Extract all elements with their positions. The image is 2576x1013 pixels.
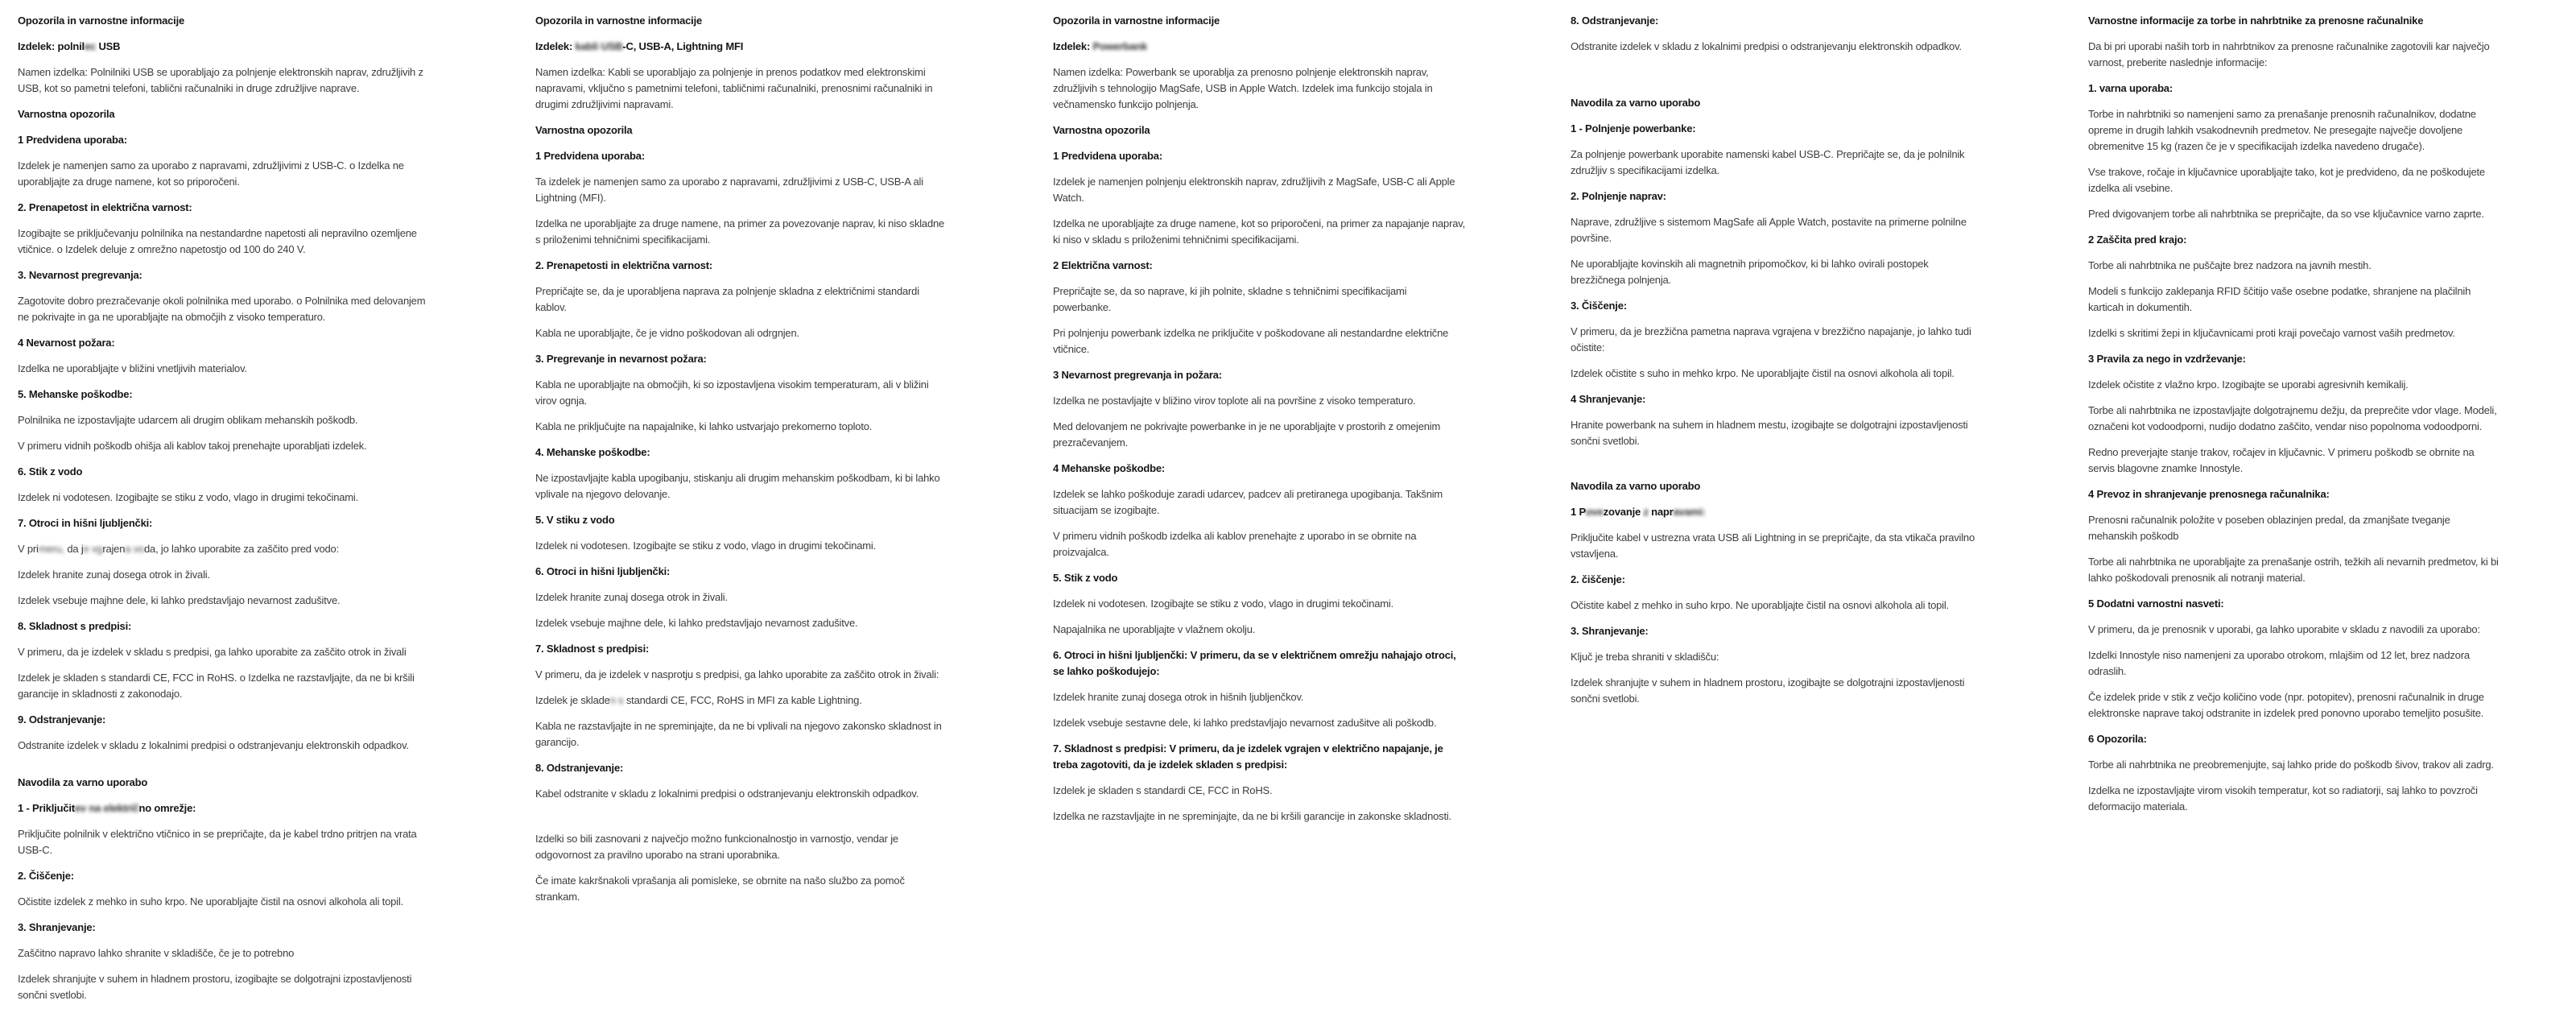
section-heading: 6. Stik z vodo xyxy=(18,465,83,478)
section-heading: Varnostna opozorila xyxy=(18,108,115,120)
section-heading: 4 Mehanske poškodbe: xyxy=(1053,462,1166,474)
paragraph: Med delovanjem ne pokrivajte powerbanke in je ne uporabljajte v prostorih z omejenim prezračevanjem. xyxy=(1053,420,1441,449)
paragraph: Izdelka ne razstavljajte in ne spreminjajte, da ne bi kršili garancije in zakonske skladnosti. xyxy=(1053,810,1451,822)
section-heading: Opozorila in varnostne informacije xyxy=(1053,14,1220,27)
spacer xyxy=(18,763,430,775)
paragraph: Izdelek hranite zunaj dosega otrok in hišnih ljubljenčkov. xyxy=(1053,691,1304,703)
section-heading: 1 Predvidena uporaba: xyxy=(18,134,127,146)
paragraph: Izdelka ne uporabljajte v bližini vnetljivih materialov. xyxy=(18,362,247,374)
text-segment: standardi CE, FCC, RoHS in MFI za kable Lightning. xyxy=(625,694,862,706)
paragraph: Izdelek hranite zunaj dosega otrok in živali. xyxy=(535,591,728,603)
paragraph: Če imate kakršnakoli vprašanja ali pomisleke, se obrnite na našo službo za pomoč strankam. xyxy=(535,874,905,903)
text-segment: USB xyxy=(96,40,121,52)
section-heading: 2. Prenapetosti in električna varnost: xyxy=(535,259,712,271)
paragraph: Zagotovite dobro prezračevanje okoli polnilnika med uporabo. o Polnilnika med delovanjem ne pokrivajte in ga ne uporabljajte na območjih z visoko temperaturo. xyxy=(18,295,426,323)
paragraph xyxy=(535,693,947,709)
section-heading: Varnostna opozorila xyxy=(535,124,633,136)
text-segment: 1 - Priključit xyxy=(18,802,75,814)
section-heading: 3. Shranjevanje: xyxy=(18,921,96,933)
section-heading: 2 Električna varnost: xyxy=(1053,259,1153,271)
paragraph: V primeru vidnih poškodb ohišja ali kablov takoj prenehajte uporabljati izdelek. xyxy=(18,440,367,452)
paragraph: Izdelka ne postavljajte v bližino virov toplote ali na površine z visoko temperaturo. xyxy=(1053,395,1416,407)
text-segment: Izdelek je sklade xyxy=(535,694,610,706)
section-heading: 6 Opozorila: xyxy=(2088,733,2147,745)
text-segment: napr xyxy=(1651,506,1674,518)
section-heading: Varnostna opozorila xyxy=(1053,124,1150,136)
text-segment: Izdelek: xyxy=(535,40,576,52)
paragraph: Torbe ali nahrbtnika ne uporabljajte za prenašanje ostrih, težkih ali nevarnih predmetov, ki bi lahko poškodovali prenosnik ali notranji material. xyxy=(2088,556,2499,584)
paragraph: Izdelek je namenjen samo za uporabo z napravami, združljivimi z USB-C. o Izdelka ne uporabljajte za druge namene, kot so priporočeni. xyxy=(18,159,404,188)
section-heading: 3 Pravila za nego in vzdrževanje: xyxy=(2088,353,2246,365)
paragraph: V primeru, da je izdelek v skladu s predpisi, ga lahko uporabite za zaščito otrok in živali xyxy=(18,646,407,658)
section-heading xyxy=(1053,39,1465,55)
blurred-text: ec xyxy=(84,40,97,52)
paragraph: Kabla ne priključujte na napajalnike, ki lahko ustvarjajo prekomerno toploto. xyxy=(535,420,873,432)
text-segment: rajen xyxy=(102,543,126,555)
paragraph: Priključite polnilnik v električno vtičnico in se prepričajte, da je kabel trdno pritrjen na vrata USB-C. xyxy=(18,828,417,856)
paragraph: Torbe ali nahrbtnika ne izpostavljajte dolgotrajnemu dežju, da preprečite vdor vlage. Modeli, označeni kot vodoodporni, nudijo dodatno zaščito, vendar niso popolnoma vodoodporni. xyxy=(2088,404,2497,432)
paragraph: Očistite kabel z mehko in suho krpo. Ne uporabljajte čistil na osnovi alkohola ali topil. xyxy=(1571,599,1949,611)
blurred-text: n s xyxy=(609,694,626,706)
section-heading: Navodila za varno uporabo xyxy=(1571,97,1701,109)
section-heading xyxy=(535,39,947,55)
paragraph: Izdelek ni vodotesen. Izogibajte se stiku z vodo, vlago in drugimi tekočinami. xyxy=(18,491,359,503)
text-segment: da, jo lahko uporabite za zaščito pred vodo: xyxy=(144,543,340,555)
paragraph: Izdelek se lahko poškoduje zaradi udarcev, padcev ali pretiranega upogibanja. Takšnim situacijam se izogibajte. xyxy=(1053,488,1443,516)
blurred-text: a vo xyxy=(125,543,145,555)
section-heading: Navodila za varno uporabo xyxy=(18,776,148,788)
paragraph: Ta izdelek je namenjen samo za uporabo z napravami, združljivimi z USB-C, USB-A ali Lightning (MFI). xyxy=(535,176,923,204)
paragraph: Izdelki so bili zasnovani z največjo možno funkcionalnostjo in varnostjo, vendar je odgovornost za pravilno uporabo na strani uporabnika. xyxy=(535,833,898,861)
column-usb-charger xyxy=(18,13,430,1013)
paragraph: Izdelek je skladen s standardi CE, FCC in RoHS. xyxy=(1053,784,1273,796)
section-heading: Varnostne informacije za torbe in nahrbtnike za prenosne računalnike xyxy=(2088,14,2424,27)
section-heading: 8. Odstranjevanje: xyxy=(1571,14,1659,27)
column-usage-instructions xyxy=(1571,13,1983,1013)
section-heading: 8. Skladnost s predpisi: xyxy=(18,620,132,632)
paragraph: Ključ je treba shraniti v skladišču: xyxy=(1571,651,1719,663)
paragraph: Izdelek vsebuje majhne dele, ki lahko predstavljajo nevarnost zadušitve. xyxy=(18,594,341,606)
section-heading xyxy=(18,800,430,817)
paragraph: Ne izpostavljajte kabla upogibanju, stiskanju ali drugim mehanskim poškodbam, ki bi lahko vplivale na njegovo delovanje. xyxy=(535,472,940,500)
paragraph: Za polnjenje powerbank uporabite namenski kabel USB-C. Prepričajte se, da je polnilnik združljiv s specifikacijami izdelka. xyxy=(1571,148,1965,176)
paragraph: Izdelka ne uporabljajte za druge namene, na primer za povezovanje naprav, ki niso skladne s priloženimi tehničnimi specifikacijami. xyxy=(535,217,945,246)
paragraph: Pred dvigovanjem torbe ali nahrbtnika se prepričajte, da so vse ključavnice varno zaprte. xyxy=(2088,208,2484,220)
paragraph: Izdelki Innostyle niso namenjeni za uporabo otrokom, mlajšim od 12 let, brez nadzora odraslih. xyxy=(2088,649,2470,677)
paragraph: Namen izdelka: Powerbank se uporablja za prenosno polnjenje elektronskih naprav, združljivih s tehnologijo MagSafe, USB in Apple Watch. Izdelek ima funkcijo stojala in večnamensko funkcijo polnjenja. xyxy=(1053,66,1433,110)
paragraph: Izdelek očistite z vlažno krpo. Izogibajte se uporabi agresivnih kemikalij. xyxy=(2088,378,2409,391)
paragraph: Izdelek hranite zunaj dosega otrok in živali. xyxy=(18,569,210,581)
column-powerbank xyxy=(1053,13,1465,1013)
section-heading: 1. varna uporaba: xyxy=(2088,82,2173,94)
section-heading: 2. Prenapetost in električna varnost: xyxy=(18,201,192,213)
spacer xyxy=(1571,459,1983,478)
paragraph: Kabla ne uporabljajte na območjih, ki so izpostavljena visokim temperaturam, ali v bližini virov ognja. xyxy=(535,378,929,407)
paragraph: Vse trakove, ročaje in ključavnice uporabljajte tako, kot je predvideno, da ne poškodujete izdelka ali vsebine. xyxy=(2088,166,2485,194)
paragraph: Kabel odstranite v skladu z lokalnimi predpisi o odstranjevanju elektronskih odpadkov. xyxy=(535,788,919,800)
paragraph: Odstranite izdelek v skladu z lokalnimi predpisi o odstranjevanju elektronskih odpadkov. xyxy=(18,739,409,751)
paragraph: Izdelek ni vodotesen. Izogibajte se stiku z vodo, vlago in drugimi tekočinami. xyxy=(1053,597,1394,610)
section-heading: 2. čiščenje: xyxy=(1571,573,1625,585)
section-heading: 6. Otroci in hišni ljubljenčki: xyxy=(535,565,671,577)
paragraph: Izdelek je skladen s standardi CE, FCC in RoHS. o Izdelka ne razstavljajte, da ne bi kršili garancije in skladnosti z zakonodajo. xyxy=(18,672,415,700)
section-heading: 6. Otroci in hišni ljubljenčki: V primeru, da se v električnem omrežju nahajajo otroci, se lahko poškodujejo: xyxy=(1053,649,1456,677)
section-heading: 2 Zaščita pred krajo: xyxy=(2088,234,2187,246)
paragraph: Izdelka ne izpostavljajte virom visokih temperatur, kot so radiatorji, saj lahko to povzroči deformacijo materiala. xyxy=(2088,784,2478,812)
paragraph: V primeru, da je brezžična pametna naprava vgrajena v brezžično napajanje, jo lahko tudi očistite: xyxy=(1571,325,1971,354)
text-segment: Izdelek: polnil xyxy=(18,40,85,52)
spacer xyxy=(1571,64,1983,95)
paragraph: Izdelka ne uporabljajte za druge namene, kot so priporočeni, na primer za napajanje naprav, ki niso v skladu s priloženimi tehničnimi specifikacijami. xyxy=(1053,217,1465,246)
section-heading xyxy=(1571,504,1983,520)
paragraph: Torbe in nahrbtniki so namenjeni samo za prenašanje prenosnih računalnikov, dodatne opreme in drugih lahkih vsakodnevnih predmetov. Ne presegajte največje dovoljene obremenitve 15 kg (razen če je v specifikacijah izdelka navedeno drugače). xyxy=(2088,108,2476,152)
column-laptop-bags xyxy=(2088,13,2500,1013)
paragraph: Odstranite izdelek v skladu z lokalnimi predpisi o odstranjevanju elektronskih odpadkov. xyxy=(1571,40,1962,52)
section-heading: 2. Čiščenje: xyxy=(18,870,74,882)
blurred-text: ev na električ xyxy=(74,802,139,814)
section-heading: Opozorila in varnostne informacije xyxy=(18,14,185,27)
paragraph: Hranite powerbank na suhem in hladnem mestu, izogibajte se dolgotrajni izpostavljenosti sončni svetlobi. xyxy=(1571,419,1968,447)
paragraph xyxy=(18,541,430,557)
section-heading: 3. Pregrevanje in nevarnost požara: xyxy=(535,353,707,365)
paragraph: V primeru, da je prenosnik v uporabi, ga lahko uporabite v skladu z navodili za uporabo: xyxy=(2088,623,2480,635)
section-heading: 5. Mehanske poškodbe: xyxy=(18,388,133,400)
section-heading: 2. Polnjenje naprav: xyxy=(1571,190,1666,202)
section-heading: Opozorila in varnostne informacije xyxy=(535,14,703,27)
paragraph: Naprave, združljive s sistemom MagSafe ali Apple Watch, postavite na primerne polnilne površine. xyxy=(1571,216,1967,244)
paragraph: Prenosni računalnik položite v poseben oblazinjen predal, da zmanjšate tveganje mehanskih poškodb xyxy=(2088,514,2450,542)
text-segment: Izdelek: xyxy=(1053,40,1093,52)
paragraph: Namen izdelka: Polnilniki USB se uporabljajo za polnjenje elektronskih naprav, združljivih z USB, kot so pametni telefoni, tablični računalniki in druge združljive naprave. xyxy=(18,66,423,94)
paragraph: Izdelek vsebuje sestavne dele, ki lahko predstavljajo nevarnost zadušitve ali poškodb. xyxy=(1053,717,1437,729)
paragraph: Redno preverjajte stanje trakov, ročajev in ključavnic. V primeru poškodb se obrnite na servis blagovne znamke Innostyle. xyxy=(2088,446,2475,474)
paragraph: Če izdelek pride v stik z večjo količino vode (npr. potopitev), prenosni računalnik in druge elektronske naprave takoj odstranite in izdelek pred ponovno uporabo temeljito posušite. xyxy=(2088,691,2484,719)
text-segment: da j xyxy=(64,543,84,555)
section-heading: 1 Predvidena uporaba: xyxy=(1053,150,1162,162)
paragraph: Izogibajte se priključevanju polnilnika na nestandardne napetosti ali nepravilno ozemljene vtičnice. o Izdelek deluje z omrežno napetostjo od 100 do 240 V. xyxy=(18,227,417,255)
section-heading: 8. Odstranjevanje: xyxy=(535,762,624,774)
paragraph: Prepričajte se, da so naprave, ki jih polnite, skladne s tehničnimi specifikacijami powerbanke. xyxy=(1053,285,1407,313)
blurred-text: kabli USB xyxy=(575,40,623,52)
section-heading: 7. Skladnost s predpisi: xyxy=(535,643,650,655)
section-heading: 4. Mehanske poškodbe: xyxy=(535,446,650,458)
paragraph: Zaščitno napravo lahko shranite v skladišče, če je to potrebno xyxy=(18,947,295,959)
blurred-text: e vg xyxy=(83,543,103,555)
section-heading: 3. Shranjevanje: xyxy=(1571,625,1649,637)
paragraph: Izdelki s skritimi žepi in ključavnicami proti kraji povečajo varnost vaših predmetov. xyxy=(2088,327,2455,339)
section-heading: 7. Otroci in hišni ljubljenčki: xyxy=(18,517,153,529)
paragraph: Izdelek vsebuje majhne dele, ki lahko predstavljajo nevarnost zadušitve. xyxy=(535,617,858,629)
section-heading: 4 Shranjevanje: xyxy=(1571,393,1646,405)
paragraph: Pri polnjenju powerbank izdelka ne priključite v poškodovane ali nestandardne električne vtičnice. xyxy=(1053,327,1449,355)
section-heading xyxy=(18,39,430,55)
paragraph: Torbe ali nahrbtnika ne puščajte brez nadzora na javnih mestih. xyxy=(2088,259,2372,271)
column-cables xyxy=(535,13,947,1013)
section-heading: 5. Stik z vodo xyxy=(1053,572,1118,584)
blurred-text: avami: xyxy=(1673,506,1706,518)
section-heading: 7. Skladnost s predpisi: V primeru, da je izdelek vgrajen v električno napajanje, je treba zagotoviti, da je izdelek skladen s predpisi: xyxy=(1053,742,1443,771)
section-heading: 9. Odstranjevanje: xyxy=(18,713,106,726)
text-segment: zovanje xyxy=(1603,506,1644,518)
section-heading: 4 Nevarnost požara: xyxy=(18,337,115,349)
blurred-text: ove xyxy=(1585,506,1604,518)
section-heading: 1 Predvidena uporaba: xyxy=(535,150,645,162)
section-heading: 3. Nevarnost pregrevanja: xyxy=(18,269,142,281)
paragraph: Namen izdelka: Kabli se uporabljajo za polnjenje in prenos podatkov med elektronskimi napravami, vključno s pametnimi telefoni, tabličnimi računalniki, prenosnimi računalniki in drugimi združljivimi napravami. xyxy=(535,66,933,110)
section-heading: 3. Čiščenje: xyxy=(1571,300,1627,312)
paragraph: Kabla ne razstavljajte in ne spreminjajte, da ne bi vplivali na njegovo zakonsko skladnost in garancijo. xyxy=(535,720,942,748)
paragraph: Priključite kabel v ustrezna vrata USB ali Lightning in se prepričajte, da sta vtikača pravilno vstavljena. xyxy=(1571,531,1975,560)
paragraph: Izdelek očistite s suho in mehko krpo. Ne uporabljajte čistil na osnovi alkohola ali topil. xyxy=(1571,367,1955,379)
paragraph: Prepričajte se, da je uporabljena naprava za polnjenje skladna z električnimi standardi kablov. xyxy=(535,285,919,313)
section-heading: 1 - Polnjenje powerbanke: xyxy=(1571,122,1696,134)
paragraph: Modeli s funkcijo zaklepanja RFID ščitijo vaše osebne podatke, shranjene na plačilnih karticah in dokumentih. xyxy=(2088,285,2471,313)
paragraph: Izdelek je namenjen polnjenju elektronskih naprav, združljivih z MagSafe, USB-C ali Apple Watch. xyxy=(1053,176,1455,204)
paragraph: Izdelek ni vodotesen. Izogibajte se stiku z vodo, vlago in drugimi tekočinami. xyxy=(535,540,877,552)
paragraph: Da bi pri uporabi naših torb in nahrbtnikov za prenosne računalnike zagotovili kar največjo varnost, preberite naslednje informacije: xyxy=(2088,40,2490,68)
paragraph: V primeru vidnih poškodb izdelka ali kablov prenehajte z uporabo in se obrnite na proizvajalca. xyxy=(1053,530,1417,558)
paragraph: Kabla ne uporabljajte, če je vidno poškodovan ali odrgnjen. xyxy=(535,327,799,339)
blurred-text: meru, xyxy=(38,543,64,555)
paragraph: Polnilnika ne izpostavljajte udarcem ali drugim oblikam mehanskih poškodb. xyxy=(18,414,358,426)
paragraph: Izdelek shranjujte v suhem in hladnem prostoru, izogibajte se dolgotrajni izpostavljenosti sončni svetlobi. xyxy=(1571,676,1965,705)
section-heading: 5. V stiku z vodo xyxy=(535,514,615,526)
text-segment: -C, USB-A, Lightning MFI xyxy=(622,40,744,52)
paragraph: Očistite izdelek z mehko in suho krpo. Ne uporabljajte čistil na osnovi alkohola ali topil. xyxy=(18,895,403,908)
blurred-text: Powerbank xyxy=(1092,40,1148,52)
paragraph: Ne uporabljajte kovinskih ali magnetnih pripomočkov, ki bi lahko ovirali postopek brezžičnega polnjenja. xyxy=(1571,258,1929,286)
text-segment: 1 P xyxy=(1571,506,1586,518)
text-segment: no omrežje: xyxy=(138,802,196,814)
section-heading: Navodila za varno uporabo xyxy=(1571,480,1701,492)
spacer xyxy=(535,812,947,831)
paragraph: V primeru, da je izdelek v nasprotju s predpisi, ga lahko uporabite za zaščito otrok in živali: xyxy=(535,668,939,680)
blurred-text: z xyxy=(1643,506,1652,518)
section-heading: 5 Dodatni varnostni nasveti: xyxy=(2088,597,2224,610)
paragraph: Izdelek shranjujte v suhem in hladnem prostoru, izogibajte se dolgotrajni izpostavljenosti sončni svetlobi. xyxy=(18,973,412,1001)
section-heading: 4 Prevoz in shranjevanje prenosnega računalnika: xyxy=(2088,488,2330,500)
paragraph: Napajalnika ne uporabljajte v vlažnem okolju. xyxy=(1053,623,1256,635)
paragraph: Torbe ali nahrbtnika ne preobremenjujte, saj lahko pride do poškodb šivov, trakov ali zadrg. xyxy=(2088,759,2494,771)
section-heading: 3 Nevarnost pregrevanja in požara: xyxy=(1053,369,1222,381)
text-segment: V pri xyxy=(18,543,39,555)
